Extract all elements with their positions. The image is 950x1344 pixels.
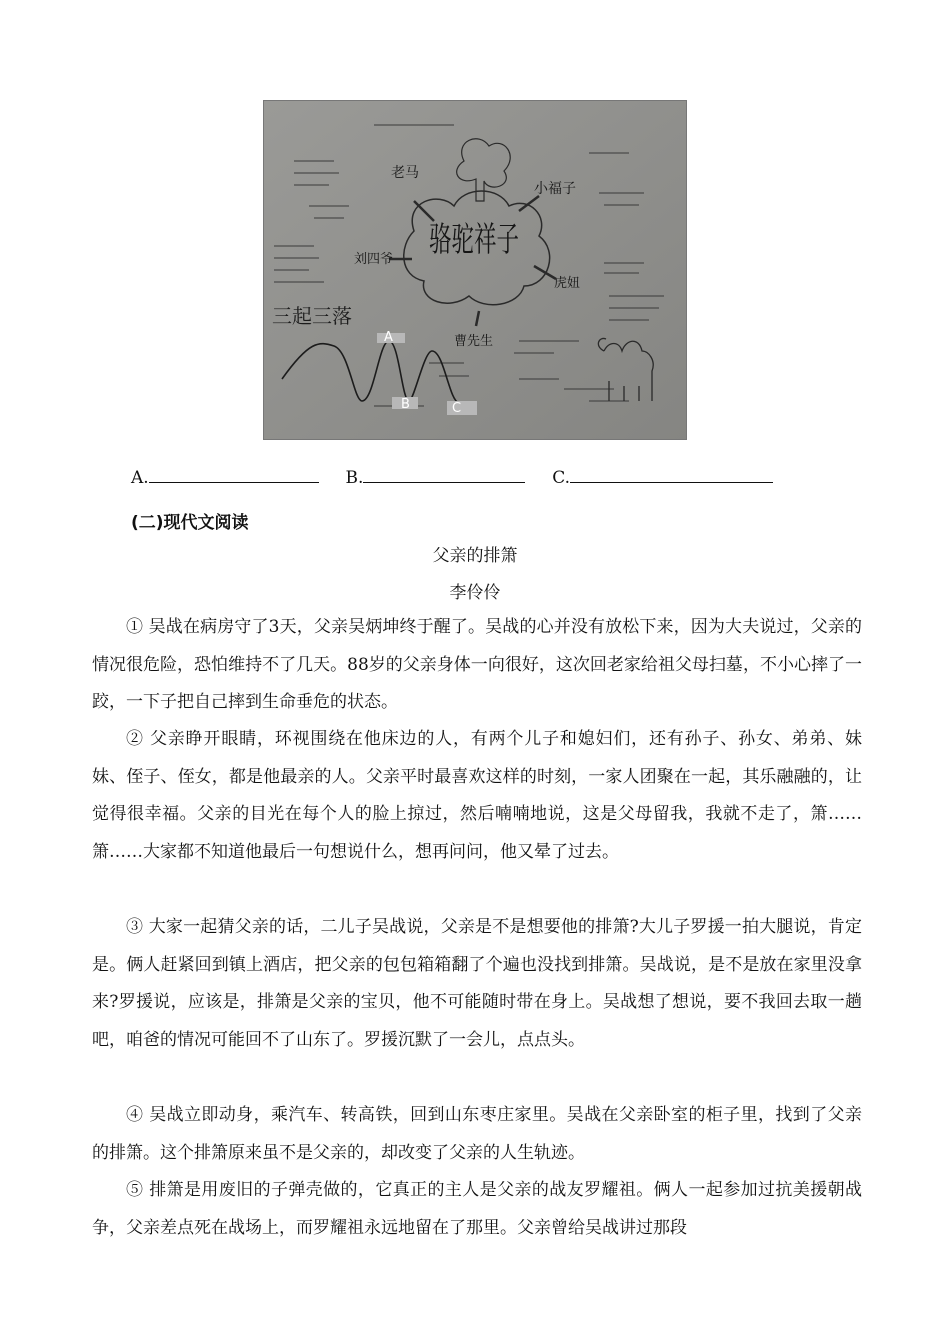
- char-huniu: 虎妞: [554, 276, 581, 291]
- mark-b: B: [401, 397, 410, 412]
- mark-a: A: [384, 330, 393, 345]
- article-title: 父亲的排箫: [432, 546, 518, 566]
- char-liusiye: 刘四爷: [354, 252, 394, 267]
- paragraph-1: ① 吴战在病房守了3天，父亲吴炳坤终于醒了。吴战的心并没有放松下来，因为大夫说过，父亲的情况很危险，恐怕维持不了几天。88岁的父亲身体一向很好，这次回老家给祖父母扫墓，不小心摔了一跤，一下子把自己摔到生命垂危的状态。: [92, 617, 862, 712]
- answer-b-blank[interactable]: [363, 468, 525, 483]
- section-heading: (二)现代文阅读: [131, 513, 249, 533]
- paragraph-2: ② 父亲睁开眼睛，环视围绕在他床边的人，有两个儿子和媳妇们，还有孙子、孙女、弟弟、妹妹、侄子、侄女，都是他最亲的人。父亲平时最喜欢这样的时刻，一家人团聚在一起，其乐融融的，让觉得很幸福。父亲的目光在每个人的脸上掠过，然后喃喃地说，这是父母留我，我就不走了，箫……箫……大家都不知道他最后一句想说什么，想再问问，他又晕了过去。: [92, 729, 862, 862]
- char-caoxiansheng: 曹先生: [454, 334, 494, 349]
- answer-b-label: B.: [345, 468, 364, 488]
- paragraph-4: ④ 吴战立即动身，乘汽车、转高铁，回到山东枣庄家里。吴战在父亲卧室的柜子里，找到了父亲的排箫。这个排箫原来虽不是父亲的，却改变了父亲的人生轨迹。: [92, 1105, 862, 1163]
- char-xiaofuzi: 小福子: [534, 181, 576, 197]
- paragraph-3: ③ 大家一起猜父亲的话，二儿子吴战说，父亲是不是想要他的排箫?大儿子罗援一拍大腿说，肯定是。俩人赶紧回到镇上酒店，把父亲的包包箱箱翻了个遍也没找到排箫。吴战说，是不是放在家里没拿来?罗援说，应该是，排箫是父亲的宝贝，他不可能随时带在身上。吴战想了想说，要不我回去取一趟吧，咱爸的情况可能回不了山东了。罗援沉默了一会儿，点点头。: [92, 917, 862, 1050]
- curve-title: 三起三落: [272, 304, 352, 328]
- mindmap-drawing: [264, 101, 687, 440]
- article-author: 李伶伶: [449, 583, 501, 603]
- mindmap-photo: [263, 100, 687, 440]
- paragraph-5: ⑤ 排箫是用废旧的子弹壳做的，它真正的主人是父亲的战友罗耀祖。俩人一起参加过抗美援朝战争，父亲差点死在战场上，而罗耀祖永远地留在了那里。父亲曾给吴战讲过那段: [92, 1180, 862, 1238]
- mark-c: C: [452, 401, 462, 416]
- center-title: 骆驼祥子: [429, 220, 519, 260]
- char-laoma: 老马: [391, 165, 419, 181]
- answer-c-blank[interactable]: [570, 468, 773, 483]
- answer-c-label: C.: [552, 468, 571, 488]
- answer-a-blank[interactable]: [149, 468, 319, 483]
- answer-a-label: A.: [131, 468, 149, 488]
- answer-blanks: [131, 468, 773, 488]
